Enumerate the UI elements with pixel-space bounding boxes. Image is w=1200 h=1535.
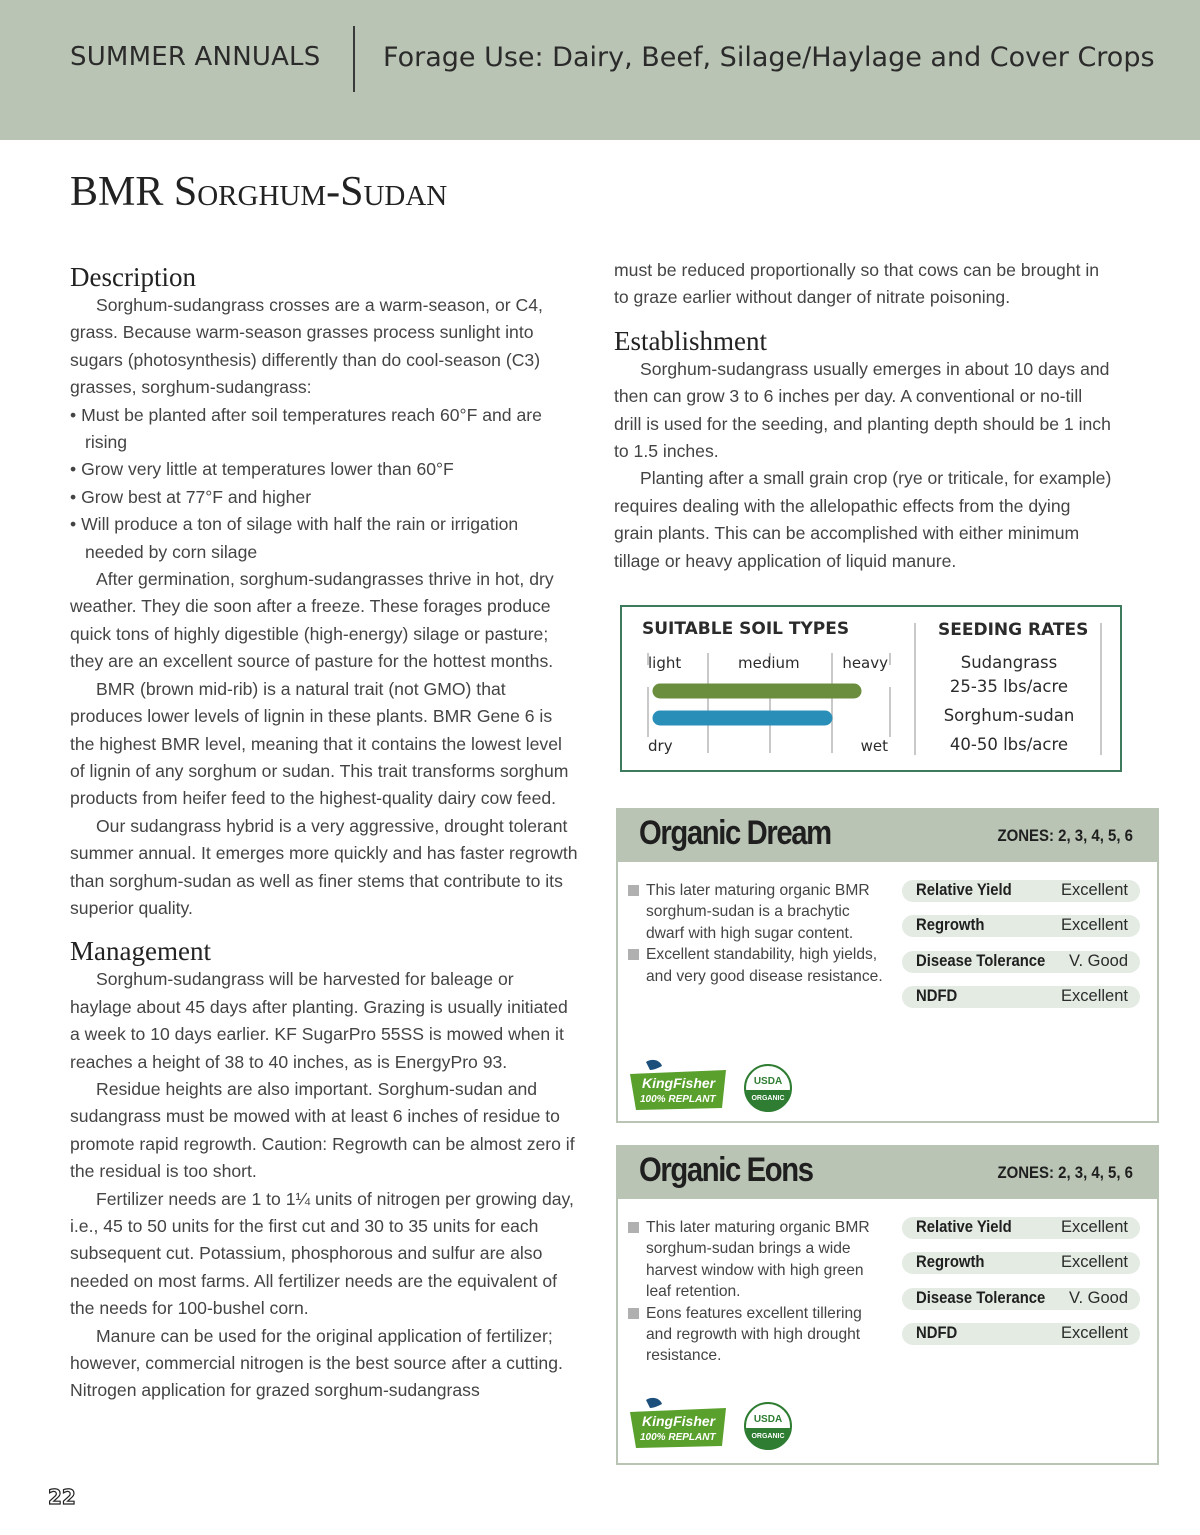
page-number: 22 (48, 1485, 76, 1509)
rating-value: Excellent (1061, 1253, 1128, 1272)
rating-row (902, 986, 1140, 1008)
svg-text:ORGANIC: ORGANIC (751, 1433, 785, 1440)
square-bullet-icon (628, 1222, 639, 1233)
soil-seeding-box (620, 605, 1122, 772)
left-column (70, 262, 580, 1405)
rating-label: NDFD (916, 1324, 958, 1343)
description-item: This later maturing organic BMR sorghum-sudan brings a wide harvest window with high green leaf retention. (628, 1217, 883, 1303)
rating-label: Relative Yield (916, 1218, 1012, 1236)
soil-types-chart (644, 647, 892, 757)
bullet-item: • Must be planted after soil temperatures reach 60°F and are rising (70, 402, 580, 457)
soil-label-light: light (648, 654, 682, 672)
svg-text:USDA: USDA (753, 1076, 783, 1087)
soil-types-title: SUITABLE SOIL TYPES (642, 619, 850, 639)
title-prefix: BMR (70, 169, 174, 215)
square-bullet-icon (628, 949, 639, 960)
usda-organic-seal-icon (745, 1403, 791, 1450)
management-paragraph: Manure can be used for the original application of fertilizer; however, commercial nitrogen is the best source after a cutting. Nitrogen application for grazed sorghum-sudangrass (70, 1325, 563, 1401)
soil-label-dry: dry (648, 737, 673, 755)
rating-value: Excellent (1061, 987, 1128, 1006)
description-item: Excellent standability, high yields, and very good disease resistance. (628, 944, 883, 987)
header-divider (353, 26, 355, 92)
square-bullet-icon (628, 1308, 639, 1319)
rating-label: Relative Yield (916, 881, 1012, 899)
management-paragraph: Sorghum-sudangrass will be harvested for baleage or haylage about 45 days after planting. Grazing is usually initiated a week to 10 days earlier. KF SugarPro 55SS is mowed when it reaches a height of 38 to 40 inches, as is EnergyPro 93. (70, 969, 568, 1072)
seeding-crop: Sorghum-sudan (943, 706, 1075, 725)
rating-value: Excellent (1061, 881, 1128, 899)
rating-row (902, 1323, 1140, 1345)
title-main: Sorghum-Sudan (173, 169, 448, 215)
description-item: Eons features excellent tillering and regrowth with high drought resistance. (628, 1303, 883, 1367)
seeding-rates-title: SEEDING RATES (938, 620, 1089, 640)
seeding-rate: 40-50 lbs/acre (949, 735, 1069, 754)
rating-row (902, 1217, 1140, 1239)
rating-label: Regrowth (916, 916, 985, 935)
description-paragraph: After germination, sorghum-sudangrasses thrive in hot, dry weather. They die soon after a freeze. These forages produce quick tons of highly digestible (high-energy) silage or pasture; they are an excellent source of pasture for the hottest months. (70, 569, 554, 672)
kingfisher-replant-logo (630, 1060, 726, 1110)
rating-row (902, 1288, 1140, 1310)
product-card-organic-eons (616, 1145, 1159, 1465)
product-zones: ZONES: 2, 3, 4, 5, 6 (997, 1163, 1133, 1182)
establishment-paragraph: Sorghum-sudangrass usually emerges in about 10 days and then can grow 3 to 6 inches per day. A conventional or no-till drill is used for the seeding, and planting depth should be 1 inch to 1.5 inches. (614, 358, 1111, 462)
box-divider (914, 623, 916, 755)
right-column (614, 257, 1114, 575)
product-ratings (902, 1217, 1140, 1359)
product-zones: ZONES: 2, 3, 4, 5, 6 (997, 826, 1133, 845)
rating-label: NDFD (916, 987, 958, 1006)
seeding-crop: Sudangrass (960, 653, 1058, 672)
rating-value: V. Good (1068, 1288, 1128, 1307)
product-ratings (902, 880, 1140, 1022)
square-bullet-icon (628, 885, 639, 896)
management-paragraph: Fertilizer needs are 1 to 1¼ units of nitrogen per growing day, i.e., 45 to 50 units for the first cut and 30 to 35 units for each subsequent cut. Potassium, phosphorous and sulfur are also needed on most farms. All fertilizer needs are the equivalent of the needs for 100-bushel corn. (70, 1188, 574, 1319)
product-name: Organic Dream (639, 814, 831, 852)
rating-row (902, 915, 1140, 937)
seeding-rate: 25-35 lbs/acre (949, 677, 1069, 696)
svg-text:ORGANIC: ORGANIC (751, 1095, 785, 1102)
product-description (628, 1217, 883, 1367)
management-paragraph: Residue heights are also important. Sorghum-sudan and sudangrass must be mowed with at least 6 inches of residue to promote rapid regrowth. Caution: Regrowth can be almost zero if the residual is too short. (70, 1078, 575, 1182)
bullet-item: • Grow very little at temperatures lower than 60°F (70, 456, 580, 483)
page-title (70, 168, 447, 216)
rating-row (902, 1252, 1140, 1274)
svg-text:KingFisher: KingFisher (642, 1413, 716, 1429)
svg-text:KingFisher: KingFisher (642, 1075, 716, 1091)
product-card-organic-dream (616, 808, 1159, 1123)
establishment-heading: Establishment (614, 325, 767, 356)
description-heading: Description (70, 262, 196, 292)
header-forage-use: Forage Use: Dairy, Beef, Silage/Haylage and Cover Crops (383, 42, 1155, 73)
soil-label-wet: wet (860, 737, 888, 755)
rating-row (902, 951, 1140, 973)
svg-text:100% REPLANT: 100% REPLANT (640, 1432, 716, 1443)
rating-value: V. Good (1068, 951, 1128, 970)
rating-label: Regrowth (916, 1253, 985, 1272)
kingfisher-replant-logo (630, 1398, 726, 1448)
rating-value: Excellent (1061, 1324, 1128, 1343)
rating-row (902, 880, 1140, 902)
rating-value: Excellent (1061, 1218, 1128, 1236)
description-bullets (70, 402, 580, 566)
bullet-item: • Grow best at 77°F and higher (70, 484, 580, 511)
svg-text:USDA: USDA (753, 1414, 783, 1425)
certification-logos (628, 1396, 798, 1454)
product-name: Organic Eons (639, 1151, 813, 1189)
description-item: This later maturing organic BMR sorghum-sudan is a brachytic dwarf with high sugar content. (628, 880, 883, 944)
description-intro: Sorghum-sudangrass crosses are a warm-season, or C4, grass. Because warm-season grasses process sunlight into sugars (photosynthesis) differently than do cool-season (C3) grasses, sorghum-sudangrass: (70, 295, 543, 398)
box-divider (1100, 623, 1102, 755)
rating-label: Disease Tolerance (916, 951, 1046, 970)
management-heading: Management (70, 936, 211, 967)
product-description (628, 880, 883, 987)
certification-logos (628, 1058, 798, 1116)
svg-text:100% REPLANT: 100% REPLANT (640, 1094, 716, 1105)
rating-value: Excellent (1061, 916, 1128, 935)
soil-label-heavy: heavy (842, 654, 888, 672)
bullet-item: • Will produce a ton of silage with half the rain or irrigation needed by corn silage (70, 511, 580, 566)
description-paragraph: Our sudangrass hybrid is a very aggressive, drought tolerant summer annual. It emerges more quickly and has faster regrowth than sorghum-sudan as well as finer stems that contribute to its superior quality. (70, 815, 578, 918)
soil-label-medium: medium (738, 654, 800, 672)
establishment-paragraph: Planting after a small grain crop (rye or triticale, for example) requires dealing with the allelopathic effects from the dying grain plants. This can be accomplished with either minimum tillage or heavy application of liquid manure. (614, 468, 1112, 571)
description-paragraph: BMR (brown mid-rib) is a natural trait (not GMO) that produces lower levels of lignin in these plants. BMR Gene 6 is the highest BMR level, meaning that it contains the lowest level of lignin of any sorghum or sudan. This trait transforms sorghum products from heifer feed to the highest-quality dairy cow feed. (70, 678, 569, 809)
header-category: SUMMER ANNUALS (70, 42, 321, 72)
usda-organic-seal-icon (745, 1065, 791, 1112)
management-continuation: must be reduced proportionally so that cows can be brought in to graze earlier without danger of nitrate poisoning. (614, 260, 1100, 308)
rating-label: Disease Tolerance (916, 1288, 1046, 1307)
